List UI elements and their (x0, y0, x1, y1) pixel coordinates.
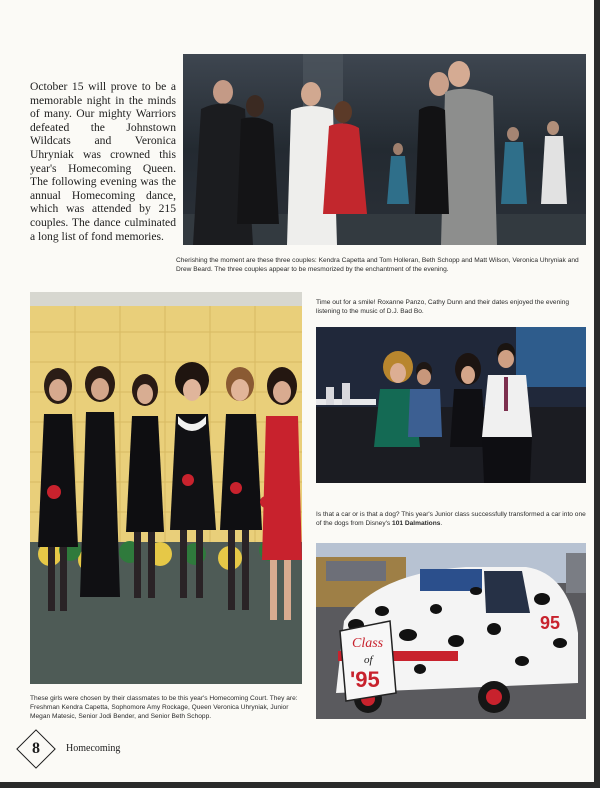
dance-caption: Cherishing the moment are these three couples: Kendra Capetta and Tom Holleran, Beth Schopp and Matt Wilson, Veronica Uhryniak and Drew Beard. The three couples appear to be mesmorized by the enchantment of the evening. (176, 257, 579, 273)
car-sign-line1: Class (352, 636, 384, 651)
court-photo (30, 292, 302, 684)
intro-text: October 15 will prove to be a memorable night in the minds of many. Our mighty Warriors defeated the Johnstown Wildcats and Veronica Uhryniak was crowned this year's Homecoming Queen. The following evening was the annual Homecoming dance, which was attended by 215 couples. The dance culminated a long list of fond memories. (30, 80, 176, 243)
car-caption-title: 101 Dalmations (392, 520, 441, 527)
dance-photo (183, 54, 586, 245)
court-caption: These girls were chosen by their classmates to be this year's Homecoming Court. They are: Freshman Kendra Capetta, Sophomore Amy Rockage, Queen Veronica Uhryniak, Junior Megan Matesic, Senior Jodi Bender, and Senior Beth Schopp. (30, 695, 298, 720)
smile-caption: Time out for a smile! Roxanne Panzo, Cathy Dunn and their dates enjoyed the evening listening to the music of D.J. Bad Bo. (316, 299, 570, 315)
car-plate-number: 95 (540, 613, 561, 633)
car-caption (316, 510, 586, 528)
car-sign-line3: '95 (350, 667, 380, 692)
car-photo (316, 543, 586, 719)
car-caption-text: Is that a car or is that a dog? This year's Junior class successfully transformed a car into one of the dogs from Disney's (316, 511, 586, 527)
car-sign-line2: of (364, 654, 373, 666)
page-number: 8 (32, 740, 40, 757)
car-caption-period: . (440, 520, 443, 527)
section-label: Homecoming (66, 743, 121, 754)
smile-photo (316, 327, 586, 483)
